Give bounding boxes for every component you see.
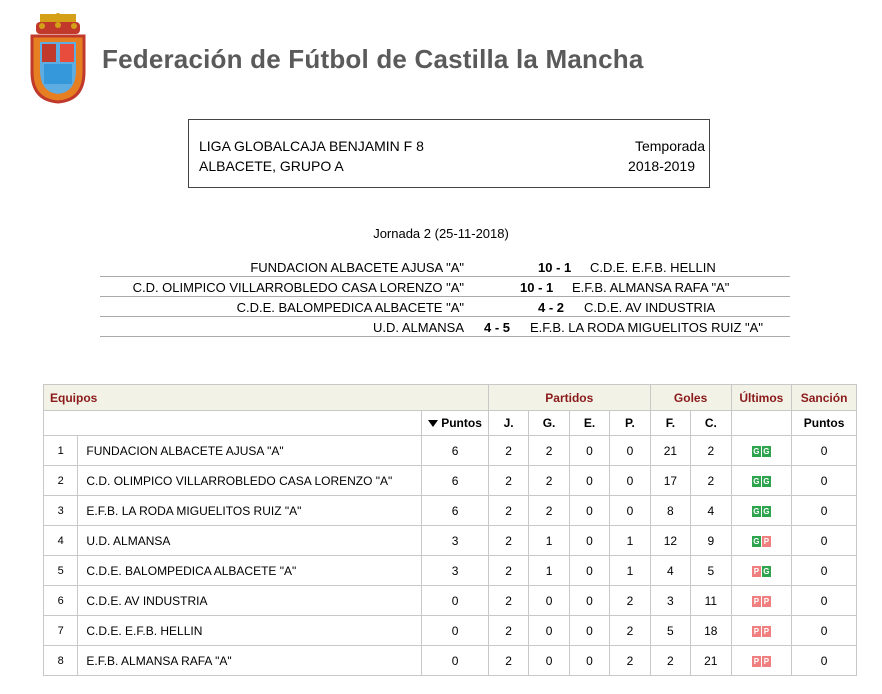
points-cell: 3 xyxy=(422,556,489,586)
match-row xyxy=(100,257,790,277)
lost-cell: 0 xyxy=(610,466,650,496)
win-badge: G xyxy=(763,476,770,486)
position-cell: 4 xyxy=(44,526,78,556)
loss-badge: P xyxy=(753,596,760,606)
team-name-cell[interactable]: C.D. OLIMPICO VILLARROBLEDO CASA LORENZO "A" xyxy=(78,466,422,496)
goals-for-cell: 3 xyxy=(650,586,690,616)
win-badge: G xyxy=(753,476,760,486)
goals-for-cell: 5 xyxy=(650,616,690,646)
match-score[interactable]: 4 - 5 xyxy=(484,320,511,335)
won-cell: 2 xyxy=(529,466,569,496)
drawn-cell: 0 xyxy=(569,436,609,466)
table-row xyxy=(44,526,857,556)
points-cell: 3 xyxy=(422,526,489,556)
season-value: 2018-2019 xyxy=(628,158,695,174)
sanction-points-cell: 0 xyxy=(792,586,857,616)
lost-cell: 1 xyxy=(610,526,650,556)
position-cell: 8 xyxy=(44,646,78,676)
win-badge: G xyxy=(753,536,760,546)
position-cell: 1 xyxy=(44,436,78,466)
sanction-points-cell: 0 xyxy=(792,466,857,496)
goals-for-cell: 21 xyxy=(650,436,690,466)
won-cell: 2 xyxy=(529,496,569,526)
col-sancion-puntos[interactable]: Puntos xyxy=(792,411,857,436)
team-name-cell[interactable]: U.D. ALMANSA xyxy=(78,526,422,556)
match-results-list xyxy=(100,257,790,337)
table-row xyxy=(44,436,857,466)
won-cell: 2 xyxy=(529,436,569,466)
goals-against-cell: 21 xyxy=(691,646,731,676)
loss-badge: P xyxy=(763,536,770,546)
jornada-title: Jornada 2 (25-11-2018) xyxy=(373,226,509,241)
drawn-cell: 0 xyxy=(569,646,609,676)
sort-desc-icon xyxy=(428,420,438,427)
loss-badge: P xyxy=(753,566,760,576)
table-row xyxy=(44,496,857,526)
table-row xyxy=(44,466,857,496)
loss-badge: P xyxy=(753,656,760,666)
season-label: Temporada xyxy=(634,138,705,154)
puntos-sort-header[interactable] xyxy=(422,411,489,436)
lost-cell: 1 xyxy=(610,556,650,586)
sanction-points-cell: 0 xyxy=(792,646,857,676)
match-row xyxy=(100,297,790,317)
col-j[interactable]: J. xyxy=(488,411,528,436)
won-cell: 0 xyxy=(529,586,569,616)
federation-title: Federación de Fútbol de Castilla la Mancha xyxy=(102,44,644,74)
position-cell: 7 xyxy=(44,616,78,646)
last-results-cell xyxy=(731,586,792,616)
last-results-cell xyxy=(731,556,792,586)
played-cell: 2 xyxy=(488,496,528,526)
puntos-label: Puntos xyxy=(441,416,482,430)
blank-header xyxy=(44,411,422,436)
sanction-points-cell: 0 xyxy=(792,526,857,556)
goals-for-cell: 12 xyxy=(650,526,690,556)
sanction-points-cell: 0 xyxy=(792,436,857,466)
position-cell: 3 xyxy=(44,496,78,526)
partidos-header: Partidos xyxy=(488,385,650,411)
ultimos-header: Últimos xyxy=(731,385,792,411)
match-away-team[interactable]: E.F.B. ALMANSA RAFA "A" xyxy=(572,280,730,295)
team-name-cell[interactable]: C.D.E. AV INDUSTRIA xyxy=(78,586,422,616)
lost-cell: 0 xyxy=(610,496,650,526)
lost-cell: 2 xyxy=(610,646,650,676)
won-cell: 1 xyxy=(529,526,569,556)
goals-against-cell: 18 xyxy=(691,616,731,646)
played-cell: 2 xyxy=(488,646,528,676)
goals-against-cell: 11 xyxy=(691,586,731,616)
won-cell: 0 xyxy=(529,616,569,646)
points-cell: 6 xyxy=(422,496,489,526)
goals-against-cell: 2 xyxy=(691,436,731,466)
standings-column-header xyxy=(44,411,857,436)
league-name: LIGA GLOBALCAJA BENJAMIN F 8 xyxy=(199,138,424,154)
table-row xyxy=(44,586,857,616)
won-cell: 1 xyxy=(529,556,569,586)
lost-cell: 0 xyxy=(610,436,650,466)
points-cell: 0 xyxy=(422,586,489,616)
goles-header: Goles xyxy=(650,385,731,411)
won-cell: 0 xyxy=(529,646,569,676)
last-results-cell xyxy=(731,496,792,526)
played-cell: 2 xyxy=(488,526,528,556)
lost-cell: 2 xyxy=(610,616,650,646)
points-cell: 6 xyxy=(422,466,489,496)
loss-badge: P xyxy=(753,626,760,636)
position-cell: 6 xyxy=(44,586,78,616)
drawn-cell: 0 xyxy=(569,496,609,526)
goals-for-cell: 2 xyxy=(650,646,690,676)
team-name-cell[interactable]: E.F.B. LA RODA MIGUELITOS RUIZ "A" xyxy=(78,496,422,526)
points-cell: 0 xyxy=(422,646,489,676)
table-row xyxy=(44,556,857,586)
table-row xyxy=(44,646,857,676)
played-cell: 2 xyxy=(488,586,528,616)
drawn-cell: 0 xyxy=(569,526,609,556)
last-results-cell xyxy=(731,646,792,676)
played-cell: 2 xyxy=(488,466,528,496)
col-g[interactable]: G. xyxy=(529,411,569,436)
federation-crest-icon xyxy=(26,12,90,104)
goals-against-cell: 5 xyxy=(691,556,731,586)
win-badge: G xyxy=(753,506,760,516)
match-home-team[interactable]: U.D. ALMANSA xyxy=(372,320,464,335)
match-row xyxy=(100,317,790,337)
goals-against-cell: 9 xyxy=(691,526,731,556)
played-cell: 2 xyxy=(488,436,528,466)
col-f[interactable]: F. xyxy=(650,411,690,436)
equipos-header: Equipos xyxy=(44,385,489,411)
league-info-box xyxy=(188,119,710,188)
table-row xyxy=(44,616,857,646)
match-score[interactable]: 10 - 1 xyxy=(538,260,572,275)
match-away-team[interactable]: C.D.E. AV INDUSTRIA xyxy=(584,300,716,315)
match-score[interactable]: 10 - 1 xyxy=(520,280,554,295)
team-name-cell[interactable]: C.D.E. BALOMPEDICA ALBACETE "A" xyxy=(78,556,422,586)
match-home-team[interactable]: FUNDACION ALBACETE AJUSA "A" xyxy=(250,260,464,275)
match-home-team[interactable]: C.D. OLIMPICO VILLARROBLEDO CASA LORENZO "A" xyxy=(132,280,464,295)
points-cell: 0 xyxy=(422,616,489,646)
sancion-header: Sanción xyxy=(792,385,857,411)
sanction-points-cell: 0 xyxy=(792,496,857,526)
team-name-cell[interactable]: C.D.E. E.F.B. HELLIN xyxy=(78,616,422,646)
position-cell: 5 xyxy=(44,556,78,586)
team-name-cell[interactable]: FUNDACION ALBACETE AJUSA "A" xyxy=(78,436,422,466)
col-e[interactable]: E. xyxy=(569,411,609,436)
points-cell: 6 xyxy=(422,436,489,466)
last-results-cell xyxy=(731,526,792,556)
col-c[interactable]: C. xyxy=(691,411,731,436)
match-home-team[interactable]: C.D.E. BALOMPEDICA ALBACETE "A" xyxy=(236,300,464,315)
drawn-cell: 0 xyxy=(569,616,609,646)
match-away-team[interactable]: E.F.B. LA RODA MIGUELITOS RUIZ "A" xyxy=(530,320,763,335)
col-p[interactable]: P. xyxy=(610,411,650,436)
col-ultimos xyxy=(731,411,792,436)
loss-badge: P xyxy=(763,626,770,636)
loss-badge: P xyxy=(763,656,770,666)
last-results-cell xyxy=(731,466,792,496)
goals-for-cell: 4 xyxy=(650,556,690,586)
team-name-cell[interactable]: E.F.B. ALMANSA RAFA "A" xyxy=(78,646,422,676)
lost-cell: 2 xyxy=(610,586,650,616)
standings-group-header xyxy=(44,385,857,411)
win-badge: G xyxy=(763,566,770,576)
played-cell: 2 xyxy=(488,616,528,646)
last-results-cell xyxy=(731,616,792,646)
goals-for-cell: 8 xyxy=(650,496,690,526)
last-results-cell xyxy=(731,436,792,466)
win-badge: G xyxy=(763,506,770,516)
loss-badge: P xyxy=(763,596,770,606)
played-cell: 2 xyxy=(488,556,528,586)
league-group: ALBACETE, GRUPO A xyxy=(199,158,344,174)
sanction-points-cell: 0 xyxy=(792,616,857,646)
match-away-team[interactable]: C.D.E. E.F.B. HELLIN xyxy=(590,260,716,275)
win-badge: G xyxy=(753,446,760,456)
goals-against-cell: 4 xyxy=(691,496,731,526)
standings-table xyxy=(43,384,857,676)
goals-for-cell: 17 xyxy=(650,466,690,496)
goals-against-cell: 2 xyxy=(691,466,731,496)
win-badge: G xyxy=(763,446,770,456)
drawn-cell: 0 xyxy=(569,556,609,586)
sanction-points-cell: 0 xyxy=(792,556,857,586)
position-cell: 2 xyxy=(44,466,78,496)
match-score[interactable]: 4 - 2 xyxy=(538,300,565,315)
drawn-cell: 0 xyxy=(569,586,609,616)
drawn-cell: 0 xyxy=(569,466,609,496)
match-row xyxy=(100,277,790,297)
